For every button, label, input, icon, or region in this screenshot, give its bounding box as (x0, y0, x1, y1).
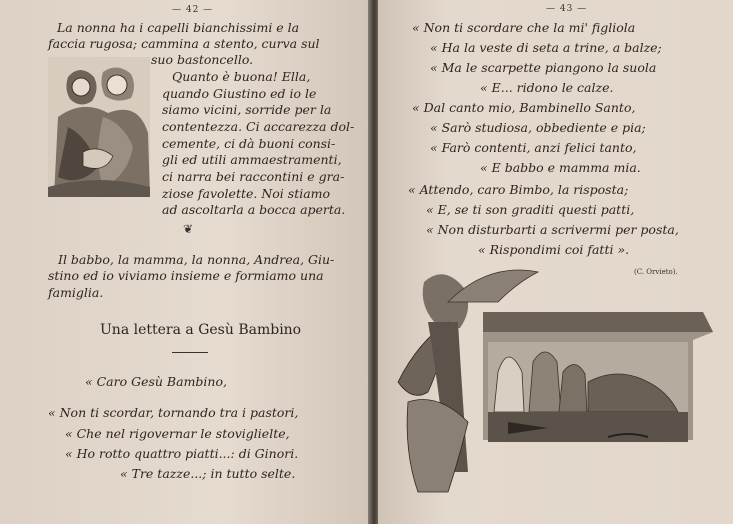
heading-rule (172, 352, 208, 353)
poem-line-4: « Ho rotto quattro piatti...: di Ginori. (65, 446, 299, 461)
poem-heading: Una lettera a Gesù Bambino (100, 322, 302, 338)
poem-line-5: « Tre tazze...; in tutto selte. (120, 466, 296, 481)
ornament-fleuron: ❦ (183, 222, 194, 236)
poem-line-2: « Non ti scordar, tornando tra i pastori, (48, 405, 299, 420)
para2-line-4: contentezza. Ci accarezza dol- (162, 119, 355, 134)
right-poem-line-2: « Ha la veste di seta a trine, a balze; (430, 40, 662, 55)
right-poem-line-1: « Non ti scordare che la mi' figliola (412, 20, 636, 35)
page-number-right: — 43 — (546, 4, 588, 14)
right-poem-line-9: « Attendo, caro Bimbo, la risposta; (408, 182, 629, 197)
para2-line-5: cemente, ci dà buoni consi- (162, 136, 336, 151)
right-poem-line-6: « Sarò studiosa, obbediente e pia; (430, 120, 646, 135)
para3-line-1: Il babbo, la mamma, la nonna, Andrea, Giu- (58, 252, 335, 267)
para2-line-9: ad ascoltarla a bocca aperta. (162, 202, 346, 217)
para2-line-6: gli ed utili ammaestramenti, (162, 152, 342, 167)
para2-line-7: ci narra bei raccontini e gra- (162, 169, 345, 184)
para2-line-1: Quanto è buona! Ella, (172, 69, 311, 84)
right-poem-line-4: « E... ridono le calze. (480, 80, 614, 95)
poem-line-1: « Caro Gesù Bambino, (85, 374, 227, 389)
author-credit: (C. Orvieto). (634, 268, 678, 276)
right-poem-line-12: « Rispondimi coi fatti ». (478, 242, 630, 257)
right-poem-line-8: « E babbo e mamma mia. (480, 160, 641, 175)
para1-line-2: faccia rugosa; cammina a stento, curva sul (48, 36, 320, 51)
right-poem-line-5: « Dal canto mio, Bambinello Santo, (412, 100, 636, 115)
grandmother-children-illustration (48, 57, 150, 197)
para2-line-8: ziose favolette. Noi stiamo (162, 186, 331, 201)
right-poem-line-11: « Non disturbarti a scrivermi per posta, (426, 222, 679, 237)
poem-line-3: « Che nel rigovernar le stoviglielte, (65, 426, 290, 441)
right-poem-line-7: « Farò contenti, anzi felici tanto, (430, 140, 637, 155)
page-number-left: — 42 — (172, 5, 214, 15)
para3-line-3: famiglia. (48, 285, 104, 300)
para3-line-2: stino ed io viviamo insieme e formiamo una (48, 268, 324, 283)
right-poem-line-3: « Ma le scarpette piangono la suola (430, 60, 657, 75)
para1-line-1: La nonna ha i capelli bianchissimi e la (57, 20, 300, 35)
right-poem-line-10: « E, se ti son graditi questi patti, (426, 202, 635, 217)
para1-line-3: suo bastoncello. (151, 52, 254, 67)
para2-line-3: siamo vicini, sorride per la (162, 102, 332, 117)
para2-line-2: quando Giustino ed io le (162, 86, 317, 101)
nativity-scene-illustration (388, 262, 713, 494)
